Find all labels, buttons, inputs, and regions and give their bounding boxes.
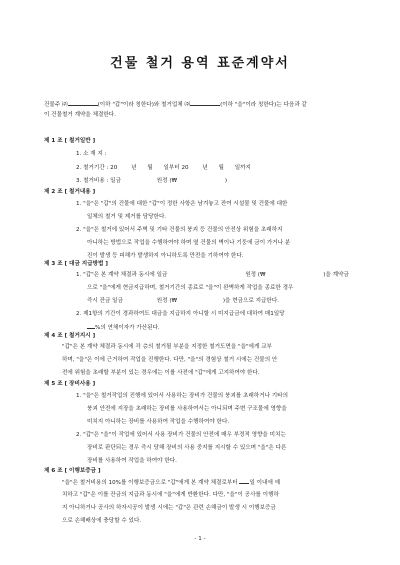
s6-line3: 지 아니하거나 공사의 하자시공이 발생 시에는 "갑"은 관련 손해금이 발생 시 이행보증금	[62, 505, 276, 511]
intro-text-b: (이하 "갑"이라 칭한다)와 철거업체 ㈜	[97, 102, 191, 108]
section-1-heading: 제 1 조 [ 철거일반 ]	[44, 138, 96, 144]
s3-deposit-text: 1. "갑"은 본 계약 체결과 동시에 일금	[76, 272, 168, 278]
s3-deposit-won: 원정 (₩	[245, 272, 266, 278]
period-end: 일부터 20	[163, 165, 189, 171]
s5-p2-line1: 2. "갑"은 "을"이 작업에 있어서 사용 장비가 건물의 안전에 매우 부정적 영향을 미치는	[76, 432, 286, 438]
s3-interest-text: %의 연체이자가 가산된다.	[95, 325, 160, 331]
period-text: 2. 철거기간 : 20	[76, 165, 118, 171]
s4-line2: 하며, "을"은 이에 근거하여 작업을 진행한다. 다만, "을"의 경험상 철거 시에는 건물의 안	[62, 357, 278, 363]
s6-text-a: "을"은 철거비용의 10%를 이행보증금으로 "갑"에게 본 계약 체결로부터	[62, 480, 238, 486]
period-month: 월	[147, 165, 153, 171]
section-3-heading: 제 3 조 [ 대금 지급방법 ]	[44, 261, 108, 267]
s1-location: 1. 소 재 지 :	[76, 151, 107, 157]
s6-line4: 으로 손해배상에 충당할 수 있다.	[62, 518, 142, 524]
cost-label: 3. 철거비용 : 일금	[76, 178, 121, 184]
s5-p1-line1: 1. "을"은 철거작업의 진행에 있어서 사용하는 장비가 건물의 붕괴를 초래하거나 기타의	[76, 393, 288, 399]
s1-cost	[76, 176, 227, 187]
s3-p2-line1: 2. 제1항의 기간이 경과하여도 대금을 지급하지 아니할 시 미지급금에 대하여 매1일당	[76, 311, 285, 317]
s6-line2: 치하고 "갑"은 이를 잔금의 지급과 동시에 "을"에게 반환한다. 다만, "을"이 공사를 이행하	[62, 492, 279, 498]
s2-p2-line2: 아니하는 방법으로 작업을 수행하여야 하며 옆 건물의 벽이나 기둥에 금이 가거나 분	[87, 240, 291, 246]
s6-text-b: 일 이내에 예	[249, 480, 281, 486]
cost-close: )	[224, 178, 228, 184]
s4-line1: "갑"은 본 계약 체결과 동시에 각 층의 철거될 부분을 지정한 철거도면을 "을"에게 교부	[62, 344, 272, 350]
blank-contractor	[190, 99, 220, 106]
s3-p1-line1	[76, 270, 349, 281]
s3-deposit-close: )을 계약금	[323, 272, 349, 278]
s1-period	[76, 163, 251, 174]
s5-p2-line2: 장비로 판단되는 경우 즉시 당해 장비의 사용 중지를 지시할 수 있으며 "을"은 다른	[87, 445, 287, 451]
section-5-heading: 제 5 조 [ 장비사용 ]	[44, 381, 96, 387]
section-4-heading: 제 4 조 [ 철거지시 ]	[44, 333, 96, 339]
s5-p1-line2: 붕괴 안전에 지장을 초래하는 장비를 사용하여서는 아니되며 주변 구조물에 영향을	[87, 406, 287, 412]
period-end-year: 년	[202, 165, 208, 171]
s5-p1-line3: 미치지 아니하는 장비를 사용하여 작업을 수행하여야 한다.	[87, 419, 230, 425]
intro-text-c: (이하 "을"이라 칭한다)는 다음과 같	[220, 102, 307, 108]
s4-line3: 전에 위험을 초래할 부분이 있는 경우에는 이를 사전에 "갑"에게 고지하여야 한다.	[62, 370, 260, 376]
s3-balance-close: )을 현금으로 지급한다.	[222, 298, 280, 304]
period-year: 년	[131, 165, 137, 171]
s3-balance-text: 즉시 잔금 일금	[87, 298, 123, 304]
period-end-day: 일까지	[234, 165, 251, 171]
s2-p2-line1: 2. "을"은 철거에 있어서 주벽 및 기타 건물의 붕괴 등 건물의 안전상 위험을 초래하지	[76, 227, 283, 233]
s2-p1-line1: 1. "을"은 "갑"의 건물에 대한 "갑"이 정한 사항은 남겨놓고 잔여 시설물 및 건물에 대한	[76, 201, 288, 207]
s3-p2-line2	[87, 322, 160, 334]
document-title: 건물 철거 용역 표준계약서	[110, 56, 290, 71]
blank-owner	[68, 99, 98, 106]
s3-p1-line3	[87, 296, 279, 307]
blank-days	[239, 477, 249, 484]
section-6-heading: 제 6 조 [ 이행보증금 ]	[44, 468, 101, 474]
intro-text-a: 건물주 ㈜	[44, 102, 68, 108]
section-2-heading: 제 2 조 [ 철거내용 ]	[44, 189, 96, 195]
s2-p2-line3: 진이 발생 등 피해가 발생하지 아니하도록 만전을 기하여야 한다.	[87, 253, 244, 259]
s5-p2-line3: 장비를 사용하여 작업을 하여야 한다.	[87, 458, 177, 464]
page-number: - 1 -	[194, 536, 206, 542]
blank-interest-rate	[87, 322, 95, 329]
s3-balance-won: 원정 (₩	[156, 298, 178, 304]
cost-won: 원정 (₩	[156, 178, 178, 184]
s6-line1	[62, 477, 280, 489]
period-end-month: 월	[218, 165, 224, 171]
s3-p1-line2: 으로 "을"에게 현금지급하며, 철거기간의 종료로 "을"이 완벽하게 작업을 종료한 경우	[87, 285, 294, 291]
s2-p1-line2: 일체의 철거 및 제거를 담당한다.	[87, 214, 167, 220]
intro-line-2: 이 건물철거 계약을 체결한다.	[44, 112, 116, 118]
